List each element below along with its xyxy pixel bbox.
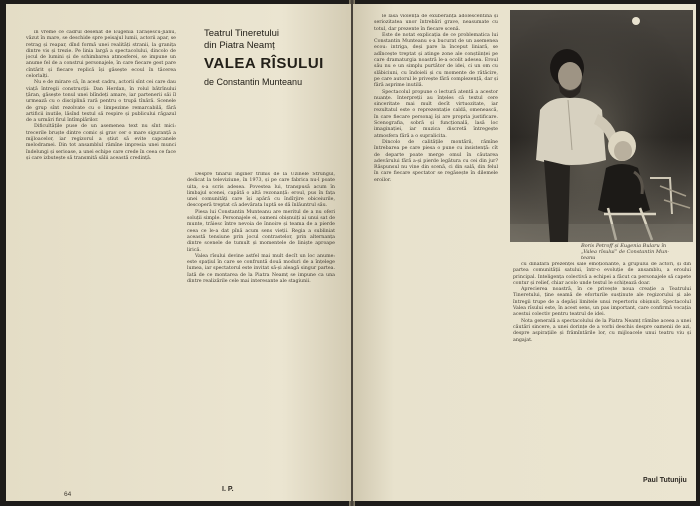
paragraph: Piesa lui Constantin Munteanu are meritul de a nu oferi soluții simple. Personajele ei, oameni obișnuiți ai unui sat de munte, trăiesc între nevoia de înnoire și teama de a pierde ceea ce le-a dat pînă acum sens vieții. Regia a subliniat această tensiune prin jocul contrastelor, prin alternanța dintre scenele de tumult și momentele de liniște aproape lirică. [187,209,335,253]
paragraph: în vreme ce cadrul desenat de Eugenia Tărășescu-Jianu, văzut în mare, se deschide spre peisajul lumii, actorii apar, se retrag și reapar, dînd formă unei realități stranii, la granița dintre vis și trezie. Pe linia largă a spectacolului, dincolo de jocul de lumini și de schimbarea atmosferei, se impune un anume fel de a construi personajele, în care fiecare gest pare cîntărit și fiecare replică își găsește ecoul în tăcerea celorlalți. [26,30,176,80]
paragraph: cu dinafară prezenței sale emoționante, a grupului de actori, și din partea comunității satului, într-o evoluție de ansamblu, a eroului principal. Inteligența colectivă a echipei a făcut ca personajele să capete contur și relief, chiar acolo unde textul le schițează doar. [513,262,691,286]
paragraph: Este de notat explicația de ce problematica lui Constantin Munteanu s-a bucurat de un asemenea ecou: intriga, deși pare la început liniară, se adîncește treptat și atinge zone ale conștiinței pe care dramaturgia noastră le-a ocolit adesea. Eroul său nu e un simplu purtător de idei, ci un om cu slăbiciuni, cu îndoieli și cu momente de rătăcire, pe care autorul le privește fără complezență, dar și fără asprime inutilă. [374,32,498,89]
article-heading [204,28,342,87]
left-signature: I. P. [222,486,234,493]
paragraph: Dincolo de calitățile montării, rămîne întrebarea pe care piesa o pune cu insistență: cît de departe poate merge omul în căutarea adevărului fără a-și pierde legătura cu cei din jur? Răspunsul nu vine din scenă, ci din sală, din felul în care fiecare spectator se regăsește în dilemele eroilor. [374,139,498,183]
paragraph: Nu e de mirare că, în acest cadru, actorii sînt cei care dau viață întregii construcții: Dan Herdan, în rolul bătrînului țăran, găsește tonul unei blîndeți amare, iar partenerii săi îl urmează cu o disciplină rară pentru o trupă tînără. Scenele de grup sînt rezolvate cu o limpezime remarcabilă, fără artificii inutile, lăsînd textul să respire și publicului răgazul de a urmări firul întîmplărilor. [26,80,176,124]
production-photo-image [510,10,693,242]
right-article-column-1 [374,14,498,492]
photo-caption-line-2: „Valea rîsului” de Constantin Mun- [581,249,670,256]
photo-caption [581,243,693,262]
paragraph: le lasă violența de exuberanță adolescentină și seriozitatea unor întrebări grave, neasumate cu totul, dar prezente în fiecare scenă. [374,14,498,32]
paragraph: Aprecierea noastră, în ce privește noua creație a Teatrului Tineretului, ține seamă de eforturile susținute ale regizorului și ale întregii trupe de a depăși limitele unui repertoriu obișnuit. Spectacolul Valea rîsului este, în acest sens, un pas important, care confirmă vocația acestui colectiv pentru teatrul de idei. [513,287,691,318]
page-number: 64 [64,491,72,498]
production-photo [510,10,693,242]
theatre-name-line-1: Teatrul Tineretului [204,28,279,39]
paragraph: Nota generală a spectacolului de la Piatra Neamț rămîne aceea a unei căutări sincere, a unei dorințe de a vorbi deschis despre oamenii de azi, despre aspirațiile și frămîntările lor, cu mijloacele unui teatru viu și angajat. [513,318,691,343]
left-page [6,4,351,501]
right-signature: Paul Tutunjiu [643,477,687,484]
photo-caption-line-3: teanu [581,255,596,262]
paragraph: Dificultățile puse de un asemenea text nu sînt mici: trecerile bruște dintre comic și grav cer o mare siguranță a mijloacelor, iar regizorul a știut să evite capcanele melodramei. Din tot ansamblul rămîne impresia unei munci îndelungi și serioase, a unei echipe care crede în ceea ce face și care izbutește să transmită sălii această credință. [26,124,176,161]
right-article-column-2 [513,262,691,467]
right-page [353,4,696,501]
paragraph: Spectacolul propune o lectură atentă a acestor nuanțe. Interpreții au înțeles că textul cere sinceritate mai mult decît virtuozitate, iar rezultatul este o reprezentație caldă, omenească, în care fiecare personaj își are propria justificare. Scenografia, sobră și funcțională, lasă loc imaginației, iar muzica discretă întregește atmosfera fără a o supralicita. [374,89,498,139]
play-title: VALEA RÎSULUI [204,55,324,72]
author-line: de Constantin Munteanu [204,77,303,87]
theatre-name-line-2: din Piatra Neamț [204,40,275,51]
photo-caption-line-1: Boris Petroff și Eugenia Bularu în [581,243,667,249]
left-article-column-1 [26,30,176,440]
left-article-column-2 [187,172,335,490]
paragraph: Despre tînărul inginer trimis de la Uzinele Strungul, dedicat la televiziune, în 1973, și pe care fabrica nu-l poate uita, s-a scris adesea. Povestea lui, transpusă acum în limbajul scenei, capătă o altă rezonanță: eroul, pus în fața unei comunități care își apără cu îndîrjire obiceiurile, descoperă treptat că adevărata luptă se dă înlăuntrul său. [187,172,335,209]
paragraph: Valea rîsului devine astfel mai mult decît un loc anume: este spațiul în care se confruntă două moduri de a înțelege lumea, iar spectatorul este invitat să-și aleagă singur partea. Iată de ce montarea de la Piatra Neamț se impune ca una dintre realizările cele mai interesante ale stagiunii. [187,253,335,285]
